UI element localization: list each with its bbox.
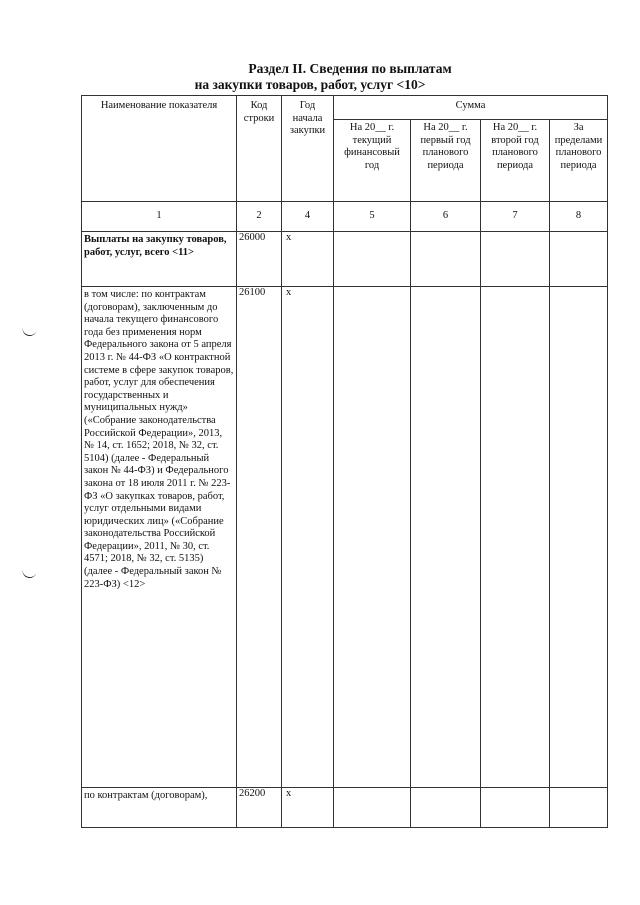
row-cell (481, 287, 550, 788)
header-col8: За пределами планового периода (550, 120, 608, 202)
col-number: 2 (237, 202, 282, 232)
row-cell (411, 788, 481, 828)
row-cell (334, 232, 411, 287)
row-cell (334, 788, 411, 828)
row-code: 26000 (237, 232, 282, 287)
row-cell (481, 788, 550, 828)
col-number: 1 (82, 202, 237, 232)
table-row (82, 232, 608, 287)
col-number: 8 (550, 202, 608, 232)
header-col7: На 20__ г. второй год планового периода (481, 120, 550, 202)
col-number: 6 (411, 202, 481, 232)
header-sum: Сумма (334, 96, 608, 120)
header-year: Год начала закупки (282, 96, 334, 202)
col-number: 5 (334, 202, 411, 232)
row-name: по контрактам (договорам), (82, 788, 237, 828)
table-row (82, 788, 608, 828)
header-name: Наименование показателя (82, 96, 237, 202)
table-row (82, 287, 608, 788)
row-name: Выплаты на закупку товаров, работ, услуг, всего <11> (82, 232, 237, 287)
row-year: x (282, 287, 334, 788)
col-number: 7 (481, 202, 550, 232)
row-code: 26100 (237, 287, 282, 788)
row-cell (481, 232, 550, 287)
col-number: 4 (282, 202, 334, 232)
row-year: x (282, 788, 334, 828)
header-col5: На 20__ г. текущий финансовый год (334, 120, 411, 202)
header-col6: На 20__ г. первый год планового периода (411, 120, 481, 202)
row-cell (334, 287, 411, 788)
payments-table (81, 95, 608, 828)
row-cell (550, 788, 608, 828)
row-year: x (282, 232, 334, 287)
row-code: 26200 (237, 788, 282, 828)
header-code: Код строки (237, 96, 282, 202)
scan-mark-lower (21, 569, 36, 580)
row-name: в том числе: по контрактам (договорам), заключенным до начала текущего финансового года без применения норм Федерального закона от 5 апреля 2013 г. № 44-ФЗ «О контрактной системе в сфере закупок товаров, работ, услуг для обеспечения государственных и муниципальных нужд» («Собрание законодательства Российской Федерации», 2013, № 14, ст. 1652; 2018, № 32, ст. 5104) (далее - Федеральный закон № 44-ФЗ) и Федерального закона от 18 июля 2011 г. № 223-ФЗ «О закупках товаров, работ, услуг отдельными видами юридических лиц» («Собрание законодательства Российской Федерации», 2011, № 30, ст. 4571; 2018, № 32, ст. 5135) (далее - Федеральный закон № 223-ФЗ) <12> (82, 287, 237, 788)
row-cell (411, 287, 481, 788)
row-cell (550, 232, 608, 287)
row-cell (411, 232, 481, 287)
row-cell (550, 287, 608, 788)
section-subtitle: на закупки товаров, работ, услуг <10> (194, 77, 426, 92)
section-title: Раздел II. Сведения по выплатам (248, 61, 452, 76)
scan-mark-upper (21, 327, 36, 338)
